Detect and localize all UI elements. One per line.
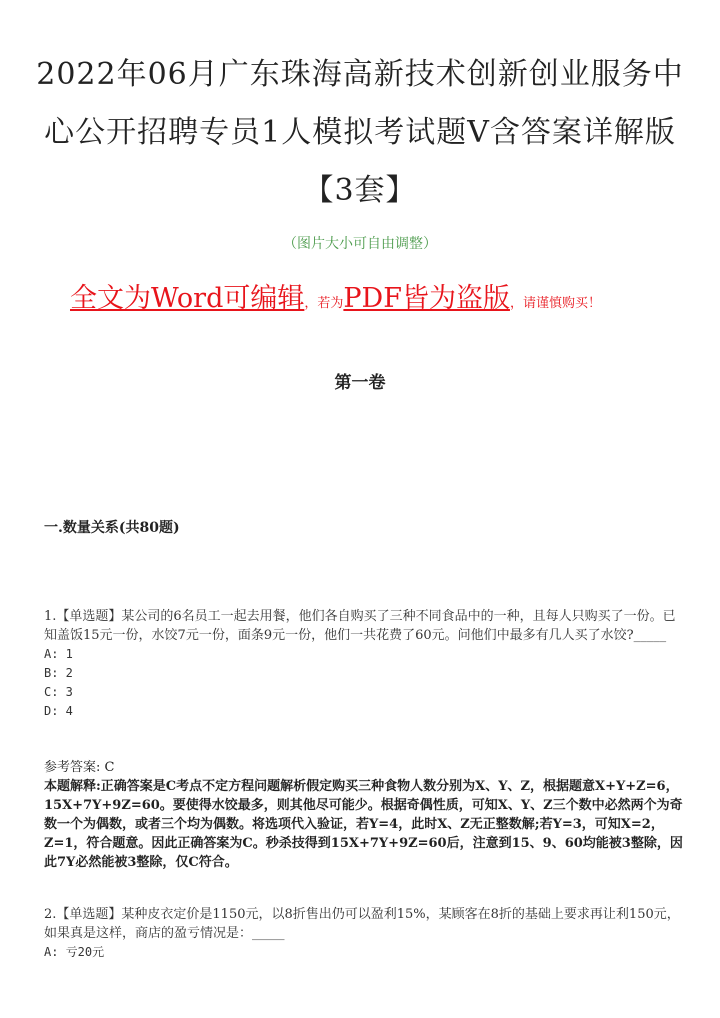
warning-word-editable: 全文为Word可编辑 [70, 283, 305, 314]
question-2 [44, 905, 684, 962]
question-2-option-a: A: 亏20元 [44, 945, 105, 959]
question-1-option-b: B: 2 [44, 666, 73, 680]
question-1-option-c: C: 3 [44, 685, 73, 699]
question-2-stem: 2.【单选题】某种皮衣定价是1150元，以8折售出仍可以盈利15%，某顾客在8折的基础上要求再让利150元，如果真是这样，商店的盈亏情况是：_____ [44, 907, 680, 941]
question-1-stem: 1.【单选题】某公司的6名员工一起去用餐，他们各自购买了三种不同食品中的一种，且每人只购买了一份。已知盖饭15元一份，水饺7元一份，面条9元一份，他们一共花费了60元。问他们中最多有几人买了水饺?_____ [44, 609, 676, 643]
volume-heading: 第一卷 [334, 373, 386, 393]
image-size-note: （图片大小可自由调整） [283, 236, 437, 252]
question-1 [44, 607, 684, 721]
question-1-option-d: D: 4 [44, 704, 73, 718]
warning-pdf-pirated: PDF皆为盗版 [343, 283, 510, 314]
question-1-explanation: 本题解释:正确答案是C考点不定方程问题解析假定购买三种食物人数分别为X、Y、Z，根据题意X+Y+Z=6，15X+7Y+9Z=60。要使得水饺最多，则其他尽可能少。根据奇偶性质，可知X、Y、Z三个数中必然两个为奇数一个为偶数，或者三个均为偶数。将选项代入验证，若Y=4，此时X、Z无正整数解;若Y=3，可知X=2，Z=1，符合题意。因此正确答案为C。秒杀技得到15X+7Y+9Z=60后，注意到15、9、60均能被3整除，因此7Y必然能被3整除，仅C符合。 [44, 779, 683, 870]
document-title: 2022年06月广东珠海高新技术创新创业服务中心公开招聘专员1人模拟考试题V含答案详解版【3套】 [36, 57, 684, 208]
warning-connector: ，若为 [304, 296, 344, 311]
question-1-answer: 参考答案: C [44, 760, 115, 775]
warning-buy-carefully: ，请谨慎购买！ [509, 296, 601, 311]
question-1-option-a: A: 1 [44, 647, 73, 661]
section-heading: 一.数量关系(共80题) [44, 520, 180, 536]
copyright-warning [70, 276, 670, 315]
question-1-answer-block [44, 758, 684, 872]
